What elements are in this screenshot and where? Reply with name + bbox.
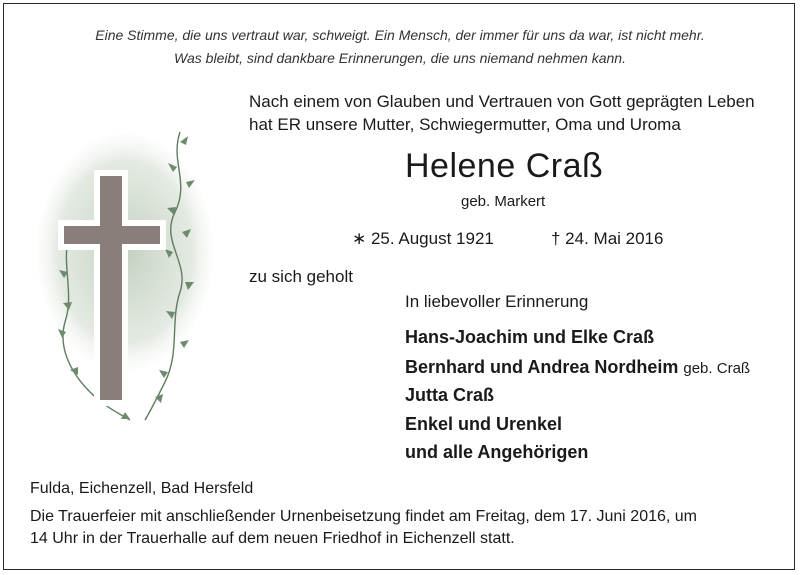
- family-name: Jutta Craß: [405, 385, 495, 405]
- places-text: Fulda, Eichenzell, Bad Hersfeld: [30, 480, 254, 497]
- called-home-text: zu sich geholt: [249, 267, 353, 286]
- birth-date: ∗ 25. August 1921: [352, 229, 494, 248]
- family-line-3: [405, 385, 494, 406]
- death-date: † 24. Mai 2016: [551, 229, 664, 248]
- family-name: Hans-Joachim und Elke Craß: [405, 327, 655, 347]
- family-line-1: [405, 327, 654, 348]
- intro-line-1: Nach einem von Glauben und Vertrauen von Gott geprägten Leben: [249, 92, 755, 111]
- family-line-5: [405, 442, 588, 463]
- quote-line-2: Was bleibt, sind dankbare Erinnerungen, die uns niemand nehmen kann.: [174, 50, 626, 66]
- ceremony-line-1: Die Trauerfeier mit anschließender Urnenbeisetzung findet am Freitag, dem 17. Juni 2016, um: [30, 508, 698, 525]
- family-name: Enkel und Urenkel: [405, 414, 563, 434]
- cross-with-ivy-image: [30, 122, 220, 422]
- family-name: Bernhard und Andrea Nordheim: [405, 357, 679, 377]
- family-name: und alle Angehörigen: [405, 442, 589, 462]
- maiden-name: geb. Markert: [461, 193, 546, 210]
- memory-text: In liebevoller Erinnerung: [405, 292, 589, 311]
- quote-line-1: Eine Stimme, die uns vertraut war, schweigt. Ein Mensch, der immer für uns da war, ist nicht mehr.: [95, 27, 705, 43]
- ceremony-line-2: 14 Uhr in der Trauerhalle auf dem neuen Friedhof in Eichenzell statt.: [30, 530, 515, 547]
- family-maiden-note: geb. Craß: [683, 360, 751, 377]
- family-line-4: [405, 414, 562, 435]
- deceased-name: Helene Craß: [405, 147, 604, 185]
- family-line-2: [405, 357, 750, 378]
- cross-ivy-illustration: [30, 122, 220, 422]
- intro-line-2: hat ER unsere Mutter, Schwiegermutter, Oma und Uroma: [249, 115, 681, 134]
